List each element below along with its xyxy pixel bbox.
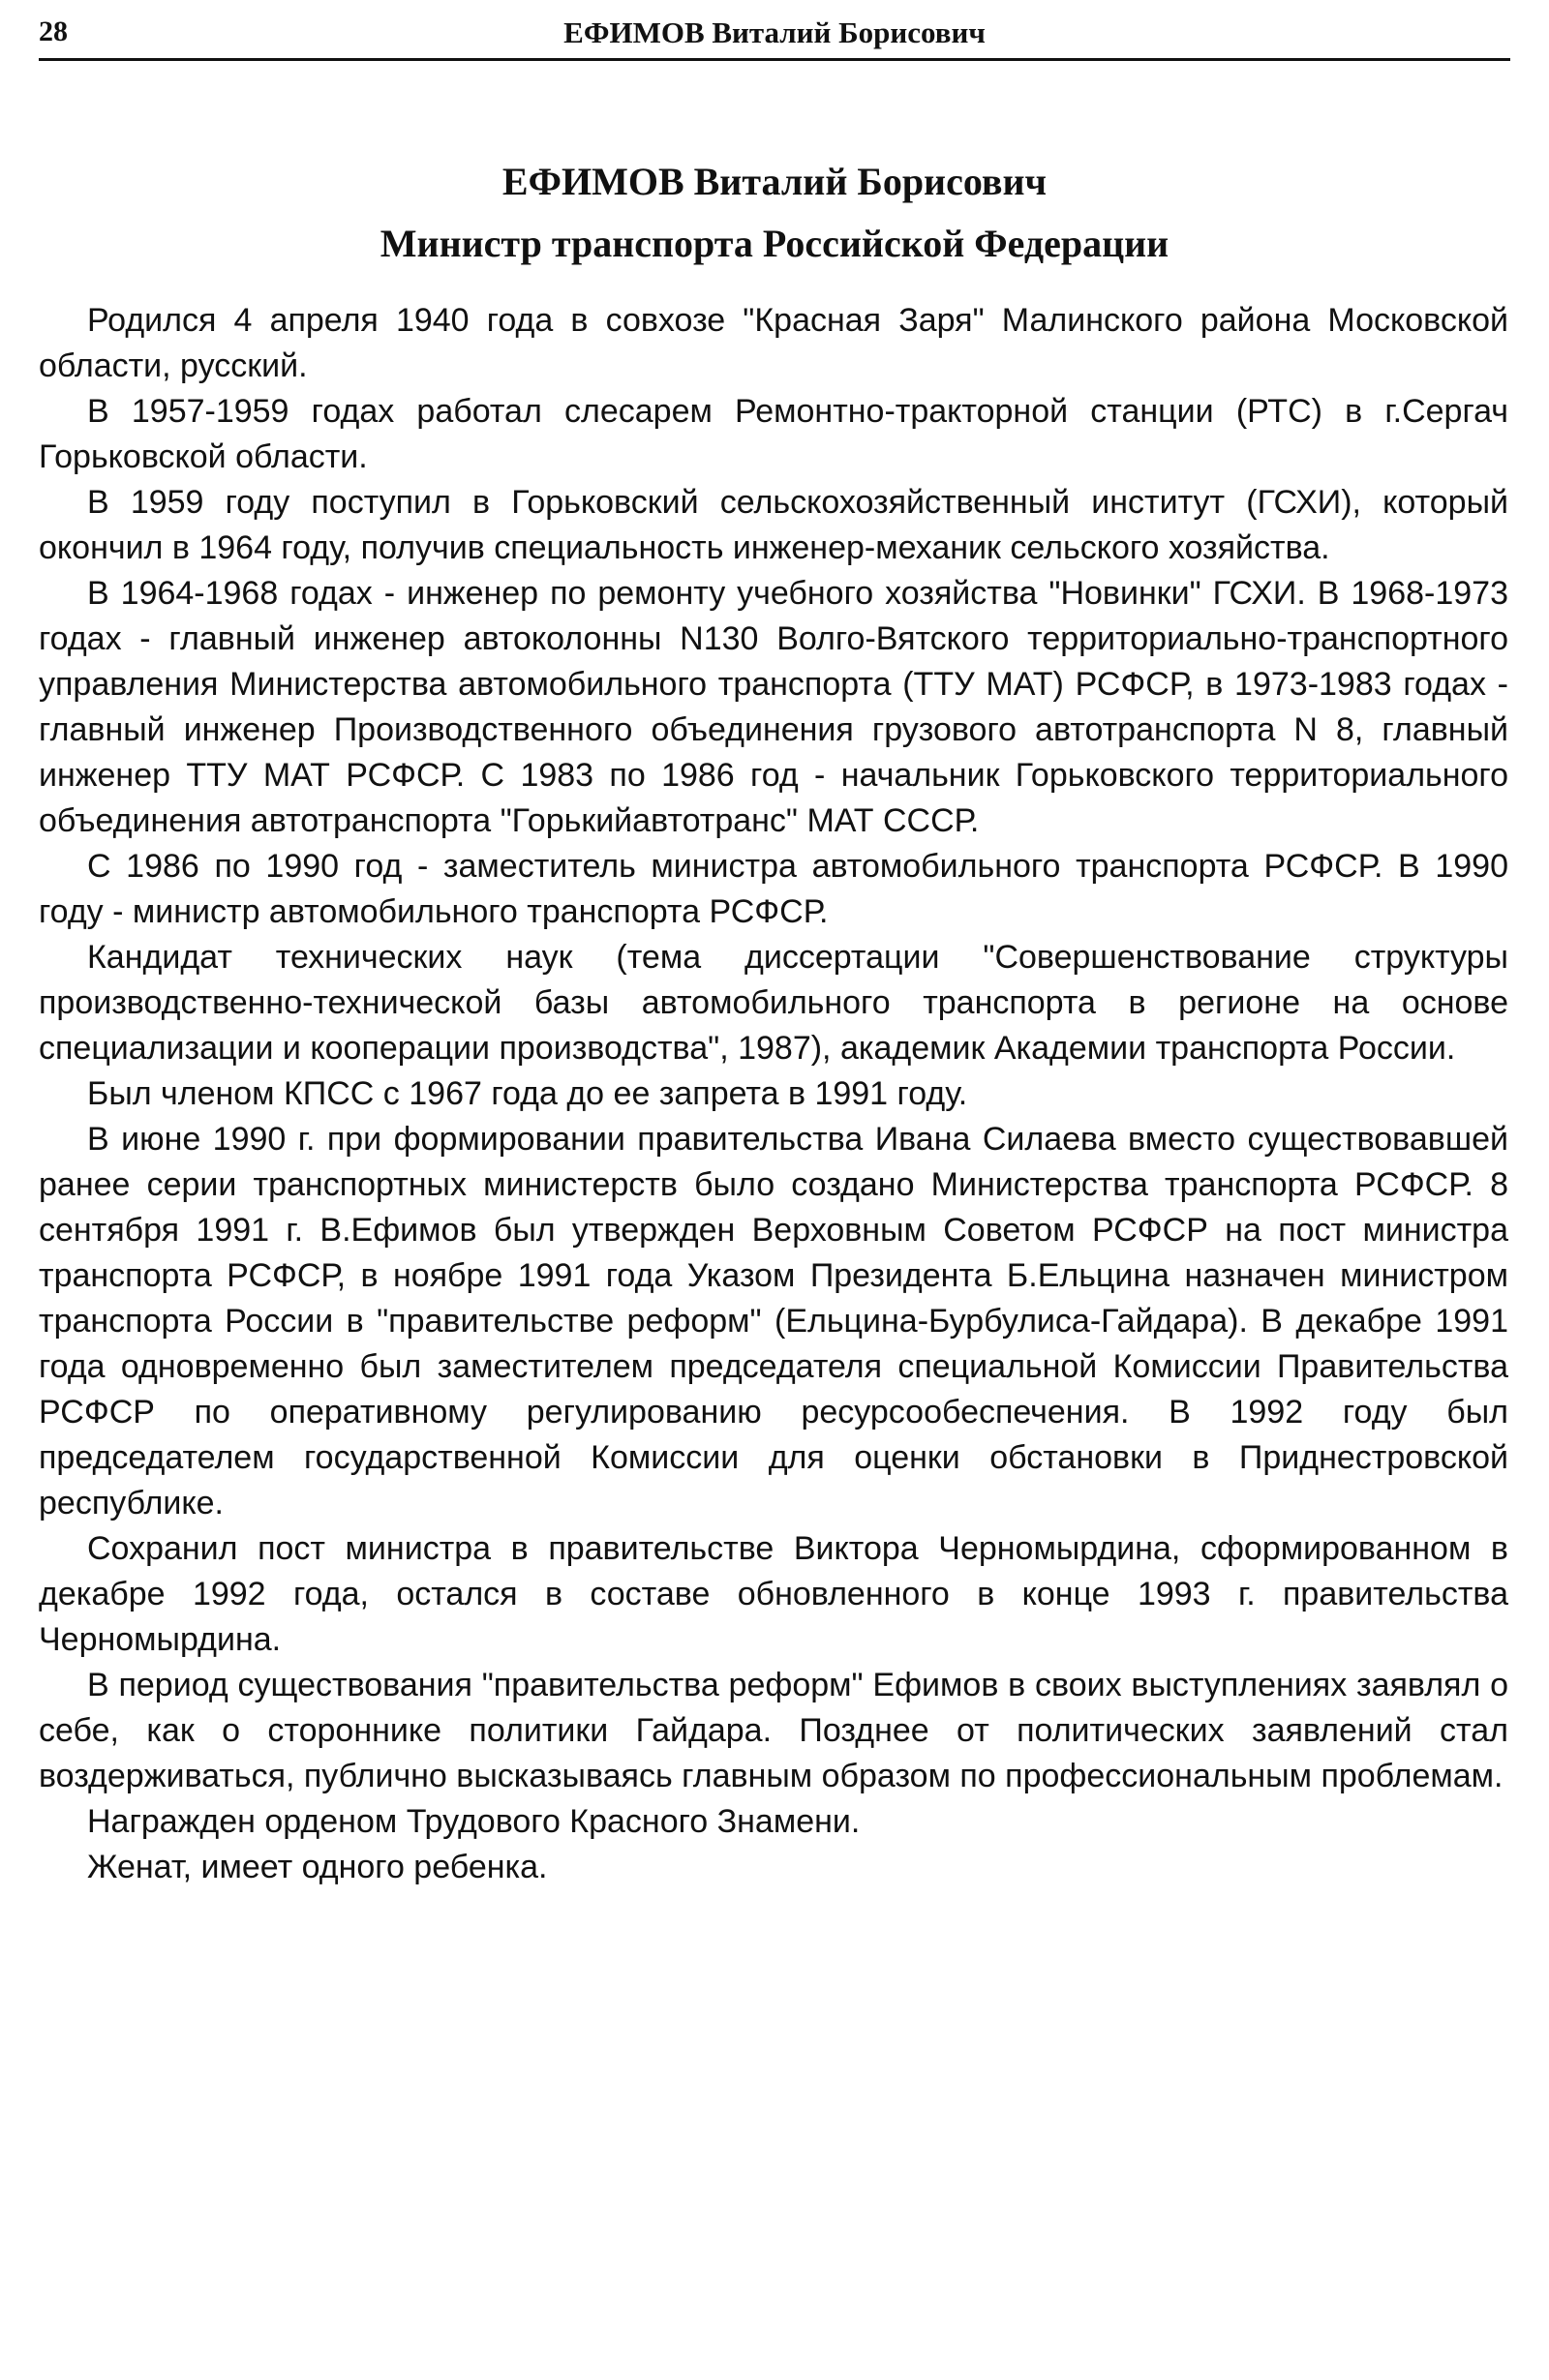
paragraph-career: В 1964-1968 годах - инженер по ремонту учебного хозяйства "Новинки" ГСХИ. В 1968-1973 годах - главный инженер автоколонны N130 Волго-Вятского территориально-транспортного управления Министерства автомобильного транспорта (ТТУ МАТ) РСФСР, в 1973-1983 годах - главный инженер Производственного объединения грузового автотранспорта N 8, главный инженер ТТУ МАТ РСФСР. С 1983 по 1986 год - начальник Горьковского территориального объединения автотранспорта "Горькийавтотранс" МАТ СССР. [39,575,1508,839]
paragraph-deputy-minister: С 1986 по 1990 год - заместитель министра автомобильного транспорта РСФСР. В 1990 году - министр автомобильного транспорта РСФСР. [39,848,1508,930]
paragraph-family: Женат, имеет одного ребенка. [87,1849,548,1885]
paragraph-birth: Родился 4 апреля 1940 года в совхозе "Красная Заря" Малинского района Московской области, русский. [39,302,1508,384]
running-header [39,10,1510,61]
page-number: 28 [39,15,68,47]
paragraph-party: Был членом КПСС с 1967 года до ее запрета в 1991 году. [87,1075,968,1112]
paragraph-education: В 1959 году поступил в Горьковский сельскохозяйственный институт (ГСХИ), который окончил в 1964 году, получив специальность инженер-механик сельского хозяйства. [39,484,1508,566]
paragraph-ministry: В июне 1990 г. при формировании правительства Ивана Силаева вместо существовавшей ранее серии транспортных министерств было создано Министерства транспорта РСФСР. 8 сентября 1991 г. В.Ефимов был утвержден Верховным Советом РСФСР на пост министра транспорта РСФСР, в ноябре 1991 года Указом Президента Б.Ельцина назначен министром транспорта России в "правительстве реформ" (Ельцина-Бурбулиса-Гайдара). В декабре 1991 года одновременно был заместителем председателя специальной Комиссии Правительства РСФСР по оперативному регулированию ресурсообеспечения. В 1992 году был председателем государственной Комиссии для оценки обстановки в Приднестровской республике. [39,1121,1508,1521]
paragraph-chernomyrdin: Сохранил пост министра в правительстве Виктора Черномырдина, сформированном в декабре 1992 года, остался в составе обновленного в конце 1993 г. правительства Черномырдина. [39,1530,1508,1658]
person-name: ЕФИМОВ Виталий Борисович [501,160,1048,203]
title-block [39,153,1510,273]
paragraph-award: Награжден орденом Трудового Красного Знамени. [87,1803,861,1840]
paragraph-reforms: В период существования "правительства реформ" Ефимов в своих выступлениях заявлял о себе, как о стороннике политики Гайдара. Позднее от политических заявлений стал воздерживаться, публично высказываясь главным образом по профессиональным проблемам. [39,1667,1508,1794]
biography-text [39,298,1508,1890]
running-title: ЕФИМОВ Виталий Борисович [563,15,986,49]
paragraph-early-work: В 1957-1959 годах работал слесарем Ремонтно-тракторной станции (РТС) в г.Сергач Горьковской области. [39,393,1508,475]
paragraph-degree: Кандидат технических наук (тема диссертации "Совершенствование структуры производственно-технической базы автомобильного транспорта в регионе на основе специализации и кооперации производства", 1987), академик Академии транспорта России. [39,939,1508,1067]
person-position: Министр транспорта Российской Федерации [380,222,1169,265]
